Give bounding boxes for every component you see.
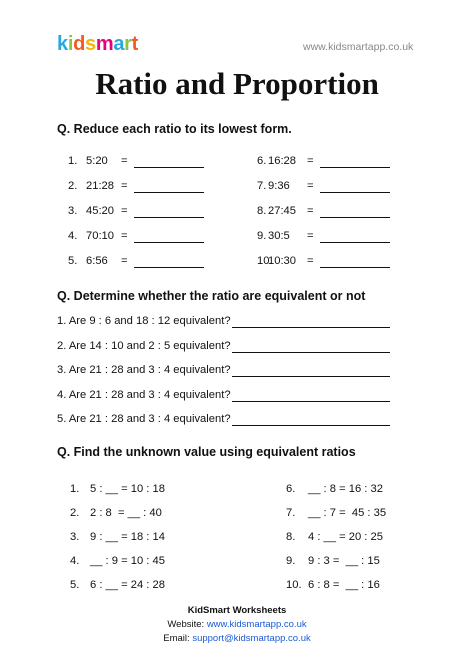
logo-letter: m	[95, 33, 114, 55]
equivalence-question: 3. Are 21 : 28 and 3 : 4 equivalent?	[57, 364, 231, 376]
answer-blank[interactable]	[320, 258, 390, 268]
ratio-equation: 9 : __ = 18 : 14	[90, 531, 165, 543]
equals-sign: =	[121, 205, 128, 217]
ratio-equation: 2 : 8 = __ : 40	[90, 507, 162, 519]
answer-blank[interactable]	[134, 258, 204, 268]
answer-blank[interactable]	[134, 158, 204, 168]
item-number: 9.	[257, 230, 267, 242]
equals-sign: =	[307, 155, 314, 167]
section2-heading: Q. Determine whether the ratio are equivalent or not	[57, 289, 366, 303]
answer-blank[interactable]	[320, 158, 390, 168]
answer-line[interactable]	[232, 343, 390, 353]
item-number: 4.	[68, 230, 78, 242]
section3-heading: Q. Find the unknown value using equivalent ratios	[57, 445, 356, 459]
logo-letter: r	[124, 33, 132, 55]
ratio-text: 30:5	[268, 230, 290, 242]
logo-letter: a	[113, 33, 125, 55]
ratio-equation: 6 : 8 = __ : 16	[308, 579, 380, 591]
kidsmart-logo	[57, 33, 138, 56]
ratio-equation: 6 : __ = 24 : 28	[90, 579, 165, 591]
item-number: 8.	[286, 531, 296, 543]
footer-email-label: Email:	[163, 633, 193, 644]
item-number: 4.	[70, 555, 80, 567]
logo-letter: i	[67, 33, 74, 55]
logo-letter: t	[131, 33, 139, 55]
answer-blank[interactable]	[134, 208, 204, 218]
item-number: 8.	[257, 205, 267, 217]
answer-line[interactable]	[232, 392, 390, 402]
ratio-text: 21:28	[86, 180, 114, 192]
item-number: 2.	[68, 180, 78, 192]
equals-sign: =	[307, 180, 314, 192]
equals-sign: =	[121, 230, 128, 242]
equals-sign: =	[307, 230, 314, 242]
item-number: 10.	[286, 579, 302, 591]
header-website: www.kidsmartapp.co.uk	[303, 41, 414, 53]
equivalence-question: 5. Are 21 : 28 and 3 : 4 equivalent?	[57, 413, 231, 425]
item-number: 1.	[70, 483, 80, 495]
answer-blank[interactable]	[320, 208, 390, 218]
ratio-equation: __ : 9 = 10 : 45	[90, 555, 165, 567]
equivalence-question: 4. Are 21 : 28 and 3 : 4 equivalent?	[57, 388, 231, 401]
ratio-text: 5:20	[86, 155, 108, 167]
item-number: 6.	[286, 483, 296, 495]
footer-email-link[interactable]: support@kidsmartapp.co.uk	[192, 633, 311, 644]
ratio-equation: __ : 7 = 45 : 35	[308, 507, 387, 519]
section1-heading: Q. Reduce each ratio to its lowest form.	[57, 122, 292, 136]
footer-website-line	[0, 619, 474, 630]
ratio-text: 6:56	[86, 255, 108, 267]
item-number: 5.	[70, 579, 80, 591]
item-number: 1.	[68, 155, 78, 167]
ratio-text: 9:36	[268, 180, 290, 192]
item-number: 7.	[257, 180, 267, 192]
footer-title: KidSmart Worksheets	[187, 605, 287, 616]
answer-line[interactable]	[232, 318, 390, 328]
item-number: 10.	[257, 255, 273, 267]
equivalence-question: 1. Are 9 : 6 and 18 : 12 equivalent?	[57, 315, 231, 327]
item-number: 7.	[286, 507, 296, 519]
item-number: 9.	[286, 555, 296, 567]
equals-sign: =	[121, 255, 128, 267]
equals-sign: =	[121, 155, 128, 167]
footer-website-link[interactable]: www.kidsmartapp.co.uk	[206, 619, 307, 630]
logo-letter: s	[85, 33, 96, 55]
ratio-equation: 4 : __ = 20 : 25	[308, 531, 383, 543]
equivalence-question: 2. Are 14 : 10 and 2 : 5 equivalent?	[57, 339, 231, 352]
equals-sign: =	[307, 255, 314, 267]
ratio-equation: 5 : __ = 10 : 18	[90, 483, 165, 495]
ratio-text: 16:28	[268, 155, 296, 167]
logo-letter: k	[57, 33, 68, 55]
item-number: 5.	[68, 255, 78, 267]
ratio-equation: 9 : 3 = __ : 15	[308, 555, 380, 567]
ratio-text: 10:30	[268, 255, 296, 267]
answer-blank[interactable]	[134, 233, 204, 243]
answer-line[interactable]	[232, 416, 390, 426]
logo-letter: d	[73, 33, 86, 55]
equals-sign: =	[121, 180, 128, 192]
page-title: Ratio and Proportion	[95, 66, 379, 101]
answer-blank[interactable]	[134, 183, 204, 193]
ratio-text: 27:45	[268, 205, 296, 217]
ratio-text: 45:20	[86, 205, 114, 217]
answer-blank[interactable]	[320, 183, 390, 193]
footer-email-line	[0, 633, 474, 644]
answer-blank[interactable]	[320, 233, 390, 243]
item-number: 6.	[257, 155, 267, 167]
item-number: 2.	[70, 507, 80, 519]
ratio-text: 70:10	[86, 230, 114, 242]
equals-sign: =	[307, 205, 314, 217]
item-number: 3.	[68, 205, 78, 217]
item-number: 3.	[70, 531, 80, 543]
footer-website-label: Website:	[167, 619, 207, 630]
answer-line[interactable]	[232, 367, 390, 377]
ratio-equation: __ : 8 = 16 : 32	[308, 483, 383, 495]
